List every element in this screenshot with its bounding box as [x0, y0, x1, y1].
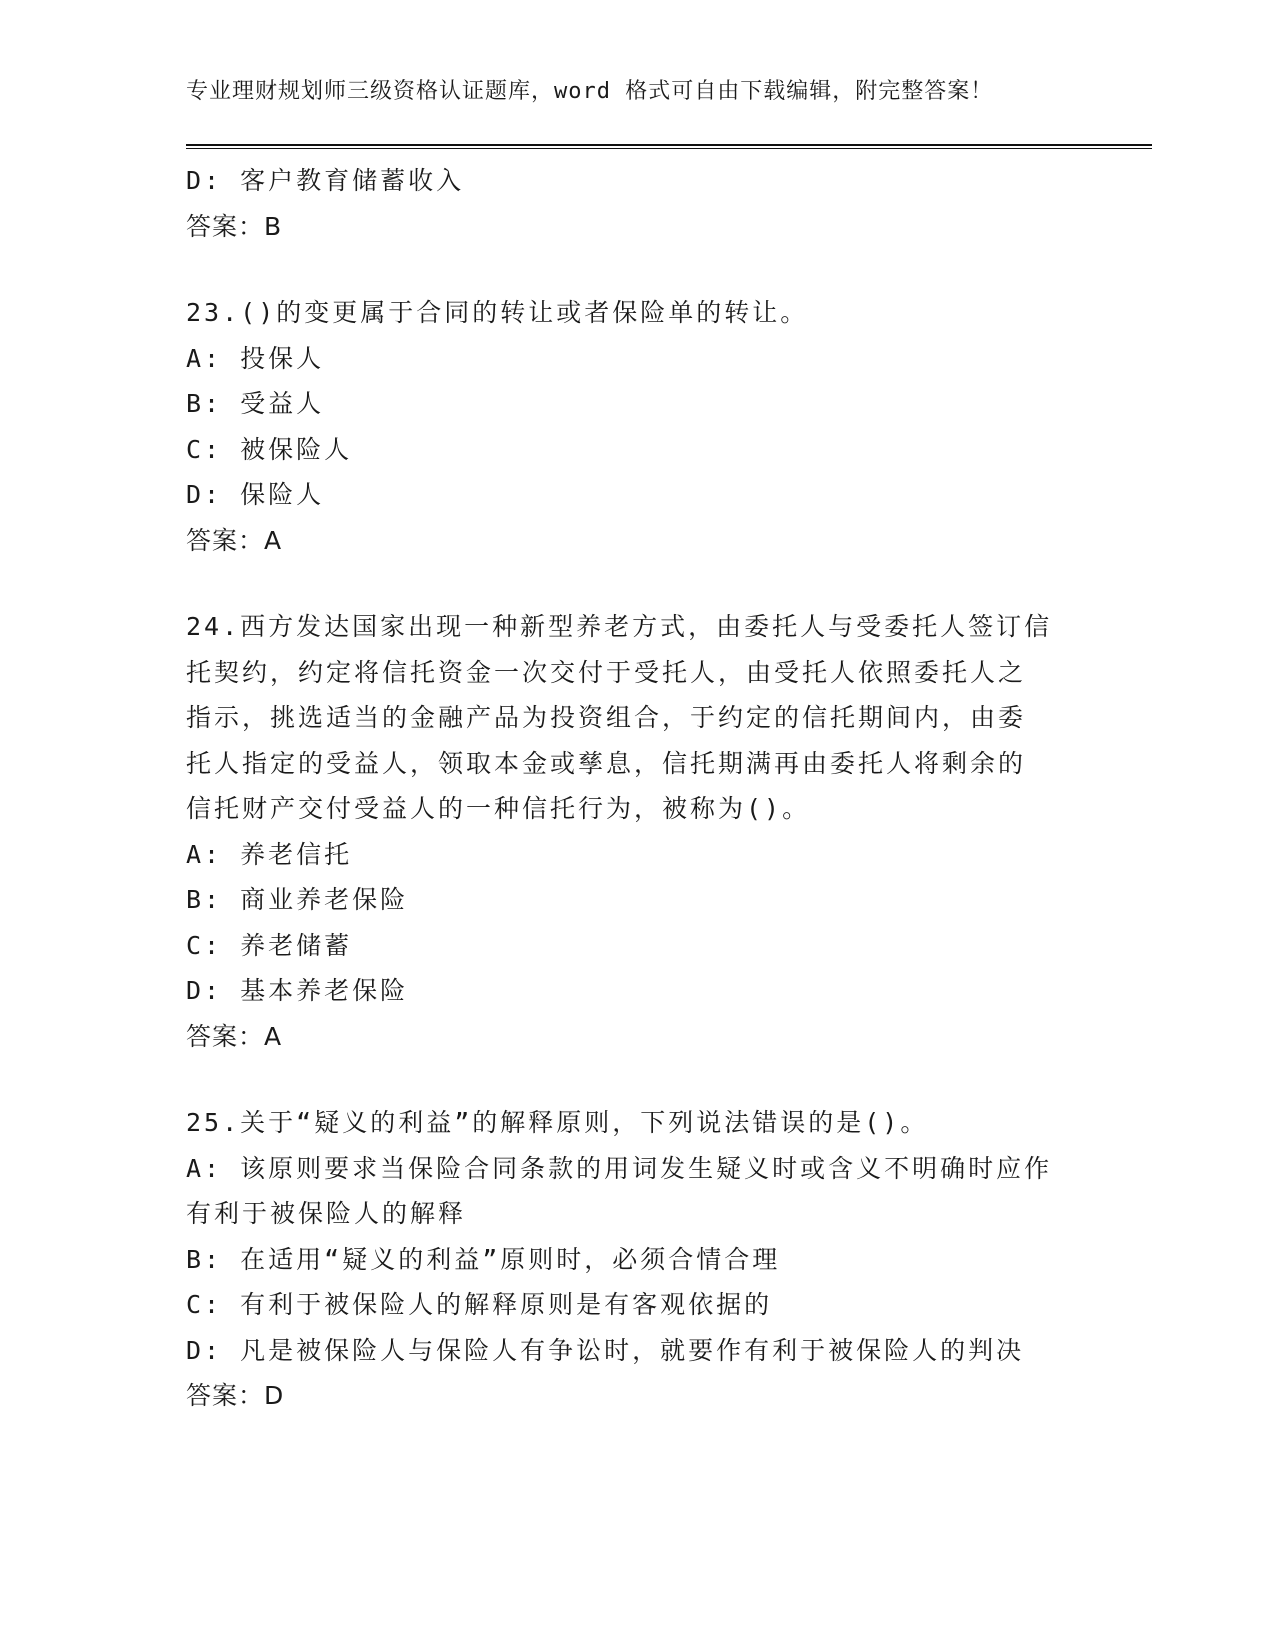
question-24-stem-line: 托契约，约定将信托资金一次交付于受托人，由受托人依照委托人之	[186, 657, 1027, 687]
page-header: 专业理财规划师三级资格认证题库，word 格式可自由下载编辑，附完整答案！	[186, 79, 994, 104]
question-gap	[186, 1059, 1086, 1100]
option-d: D: 客户教育储蓄收入	[186, 166, 465, 195]
option-c: C: 被保险人	[186, 434, 353, 464]
option-a-line: 有利于被保险人的解释	[186, 1199, 467, 1228]
question-gap	[186, 563, 1086, 604]
header-divider	[186, 144, 1152, 149]
option-a: A: 投保人	[186, 343, 325, 373]
option-c: C: 有利于被保险人的解释原则是有客观依据的	[186, 1290, 773, 1319]
option-b: B: 受益人	[186, 389, 325, 418]
answer-line: 答案：A	[186, 1021, 283, 1051]
answer-line: 答案：D	[186, 1381, 285, 1410]
answer-line: 答案：B	[186, 211, 283, 241]
question-24-stem-line: 24.西方发达国家出现一种新型养老方式，由委托人与受委托人签订信	[186, 612, 1053, 641]
option-d: D: 凡是被保险人与保险人有争讼时，就要作有利于被保险人的判决	[186, 1335, 1025, 1365]
question-25-stem: 25.关于“疑义的利益”的解释原则，下列说法错误的是()。	[186, 1108, 929, 1137]
option-a-line: A: 该原则要求当保险合同条款的用词发生疑义时或含义不明确时应作	[186, 1153, 1053, 1183]
question-24-stem-line: 托人指定的受益人，领取本金或孳息，信托期满再由委托人将剩余的	[186, 748, 1027, 778]
answer-line: 答案：A	[186, 525, 283, 555]
option-c: C: 养老储蓄	[186, 930, 353, 960]
question-23-stem: 23.()的变更属于合同的转让或者保险单的转让。	[186, 298, 809, 327]
option-a: A: 养老信托	[186, 839, 353, 869]
option-d: D: 保险人	[186, 480, 325, 509]
option-d: D: 基本养老保险	[186, 976, 409, 1005]
question-content	[186, 158, 1086, 1419]
option-b: B: 商业养老保险	[186, 885, 409, 914]
question-24-stem-line: 信托财产交付受益人的一种信托行为，被称为()。	[186, 794, 811, 823]
question-gap	[186, 249, 1086, 290]
option-b: B: 在适用“疑义的利益”原则时，必须合情合理	[186, 1244, 781, 1274]
question-24-stem-line: 指示，挑选适当的金融产品为投资组合，于约定的信托期间内，由委	[186, 703, 1027, 732]
